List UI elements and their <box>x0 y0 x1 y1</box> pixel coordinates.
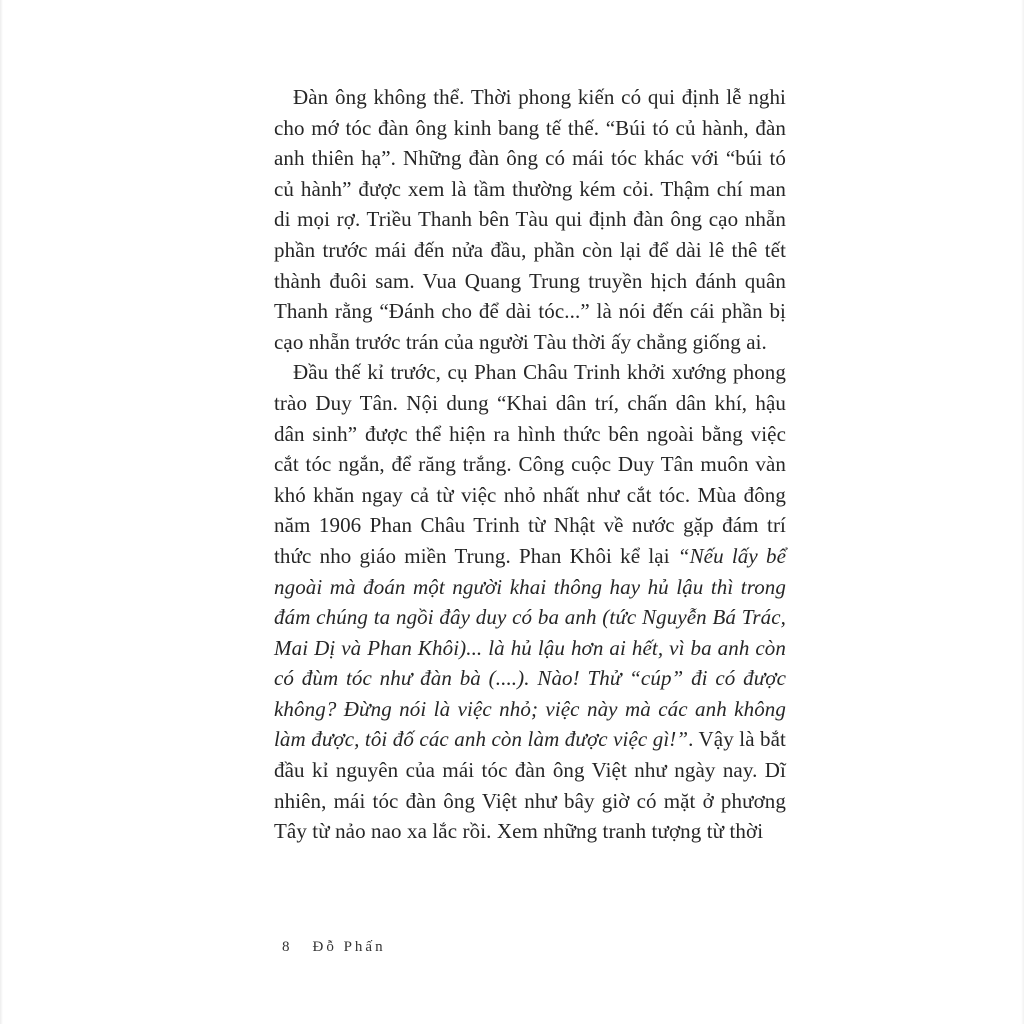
paragraph-1-text: Đàn ông không thể. Thời phong kiến có qui định lễ nghi cho mớ tóc đàn ông kinh bang tế thế. “Búi tó củ hành, đàn anh thiên hạ”. Những đàn ông có mái tóc khác với “búi tó củ hành” được xem là tầm thường kém cỏi. Thậm chí man di mọi rợ. Triều Thanh bên Tàu qui định đàn ông cạo nhẵn phần trước mái đến nửa đầu, phần còn lại để dài lê thê tết thành đuôi sam. Vua Quang Trung truyền hịch đánh quân Thanh rằng “Đánh cho để dài tóc...” là nói đến cái phần bị cạo nhẵn trước trán của người Tàu thời ấy chẳng giống ai. <box>274 85 786 354</box>
author-name: Đỗ Phấn <box>312 939 386 955</box>
paragraph-2-quote-italic: “Nếu lấy bể ngoài mà đoán một người khai thông hay hủ lậu thì trong đám chúng ta ngồi đây duy có ba anh (tức Nguyễn Bá Trác, Mai Dị và Phan Khôi)... là hủ lậu hơn ai hết, vì ba anh còn có đùm tóc như đàn bà (....). Nào! Thử “cúp” đi có được không? Đừng nói là việc nhỏ; việc này mà các anh không làm được, tôi đố các anh còn làm được việc gì!” <box>274 543 786 752</box>
page-footer <box>282 939 386 956</box>
body-text-block <box>274 82 786 847</box>
paragraph-2 <box>274 357 786 847</box>
paragraph-1 <box>274 82 786 357</box>
page-number: 8 <box>282 939 291 955</box>
paragraph-2-trailing-text: . Vậy là bắt đầu kỉ nguyên của mái tóc đàn ông Việt như ngày nay. Dĩ nhiên, mái tóc đàn ông Việt như bây giờ có mặt ở phương Tây từ nảo nao xa lắc rồi. Xem những tranh tượng từ thời <box>274 727 786 844</box>
paragraph-2-lead-text: Đầu thế kỉ trước, cụ Phan Châu Trinh khởi xướng phong trào Duy Tân. Nội dung “Khai dân trí, chấn dân khí, hậu dân sinh” được thể hiện ra hình thức bên ngoài bằng việc cắt tóc ngắn, để răng trắng. Công cuộc Duy Tân muôn vàn khó khăn ngay cả từ việc nhỏ nhất như cắt tóc. Mùa đông năm 1906 Phan Châu Trinh từ Nhật về nước gặp đám trí thức nho giáo miền Trung. Phan Khôi kể lại <box>274 360 786 568</box>
page-left-edge-shadow <box>0 0 3 1024</box>
